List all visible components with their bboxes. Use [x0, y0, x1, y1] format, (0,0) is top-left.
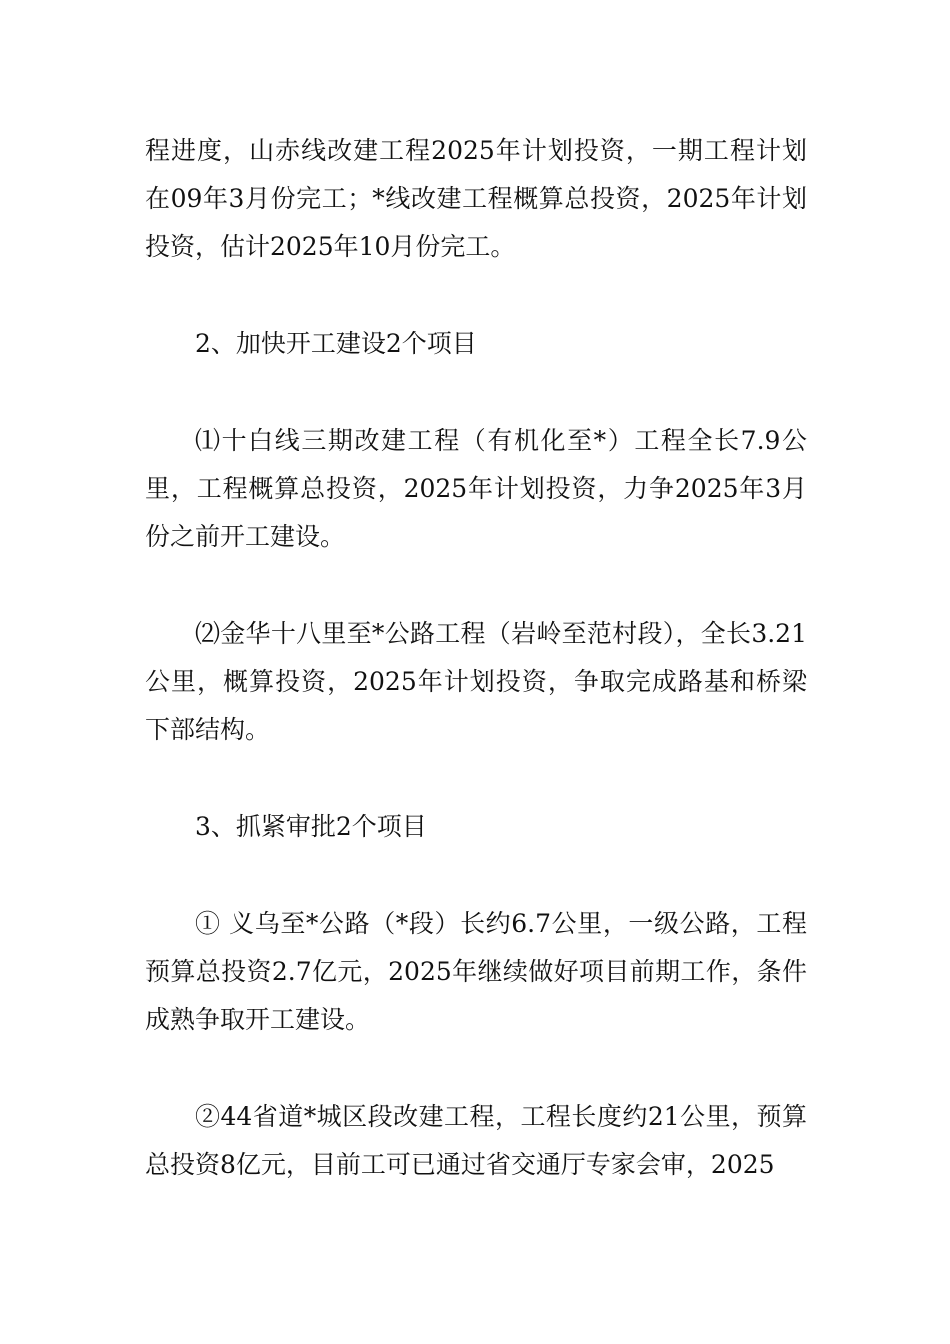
paragraph-item-1: ⑴十白线三期改建工程（有机化至*）工程全长7.9公里，工程概算总投资，2025年计划投资，力争2025年3月份之前开工建设。: [145, 426, 807, 551]
document-body: [145, 127, 807, 1189]
heading-section-2: 2、加快开工建设2个项目: [195, 329, 477, 358]
paragraph-progress: 程进度，山赤线改建工程2025年计划投资，一期工程计划在09年3月份完工；*线改建工程概算总投资，2025年计划投资，估计2025年10月份完工。: [145, 136, 807, 261]
paragraph-approval-1: ① 义乌至*公路（*段）长约6.7公里，一级公路，工程预算总投资2.7亿元，2025年继续做好项目前期工作，条件成熟争取开工建设。: [145, 909, 807, 1034]
paragraph-item-2: ⑵金华十八里至*公路工程（岩岭至范村段），全长3.21公里，概算投资，2025年计划投资，争取完成路基和桥梁下部结构。: [145, 619, 807, 744]
heading-section-3: 3、抓紧审批2个项目: [195, 812, 427, 841]
paragraph-approval-2: ②44省道*城区段改建工程，工程长度约21公里，预算总投资8亿元，目前工可已通过省交通厅专家会审，2025: [145, 1102, 807, 1179]
